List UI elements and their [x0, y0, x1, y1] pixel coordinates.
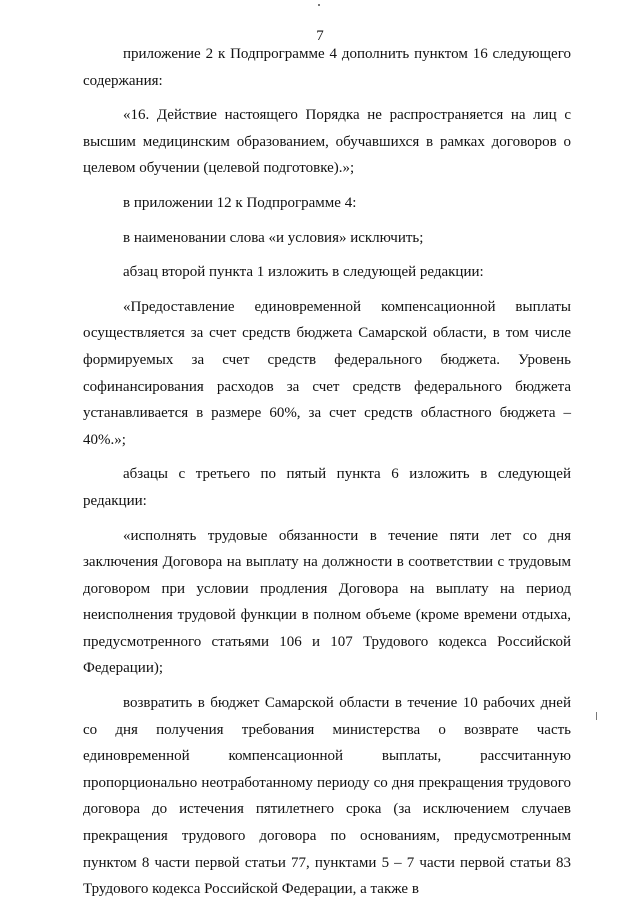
paragraph: в приложении 12 к Подпрограмме 4:	[123, 194, 357, 211]
scan-speck	[596, 712, 597, 720]
document-body	[83, 41, 571, 911]
scan-speck	[318, 4, 320, 6]
paragraph: приложение 2 к Подпрограмме 4 дополнить пунктом 16 следующего содержания:	[83, 46, 571, 89]
paragraph: возвратить в бюджет Самарской области в течение 10 рабочих дней со дня получения требования министерства о возврате часть единовременной компенсационной выплаты, рассчитанную пропорционально неотработанному периоду со дня прекращения трудового договора до истечения пятилетнего срока (за исключением случаев прекращения трудового договора по основаниям, предусмотренным пунктом 8 части первой статьи 77, пунктами 5 – 7 части первой статьи 83 Трудового кодекса Российской Федерации, а также в	[83, 695, 571, 898]
page-number: 7	[316, 28, 324, 44]
paragraph: «16. Действие настоящего Порядка не распространяется на лиц с высшим медицинским образованием, обучавшихся в рамках договоров о целевом обучении (целевой подготовке).»;	[83, 107, 571, 177]
paragraph: «исполнять трудовые обязанности в течение пяти лет со дня заключения Договора на выплату на должности в соответствии с трудовым договором при условии продления Договора на выплату на период неисполнения трудовой функции в полном объеме (кроме времени отдыха, предусмотренного статьями 106 и 107 Трудового кодекса Российской Федерации);	[83, 527, 571, 677]
paragraph: «Предоставление единовременной компенсационной выплаты осуществляется за счет средств бюджета Самарской области, в том числе формируемых за счет средств федерального бюджета. Уровень софинансирования расходов за счет средств федерального бюджета устанавливается в размере 60%, за счет средств областного бюджета – 40%.»;	[83, 298, 571, 448]
paragraph: абзацы с третьего по пятый пункта 6 изложить в следующей редакции:	[83, 466, 571, 509]
paragraph: в наименовании слова «и условия» исключить;	[123, 229, 424, 246]
paragraph: абзац второй пункта 1 изложить в следующей редакции:	[123, 264, 484, 281]
